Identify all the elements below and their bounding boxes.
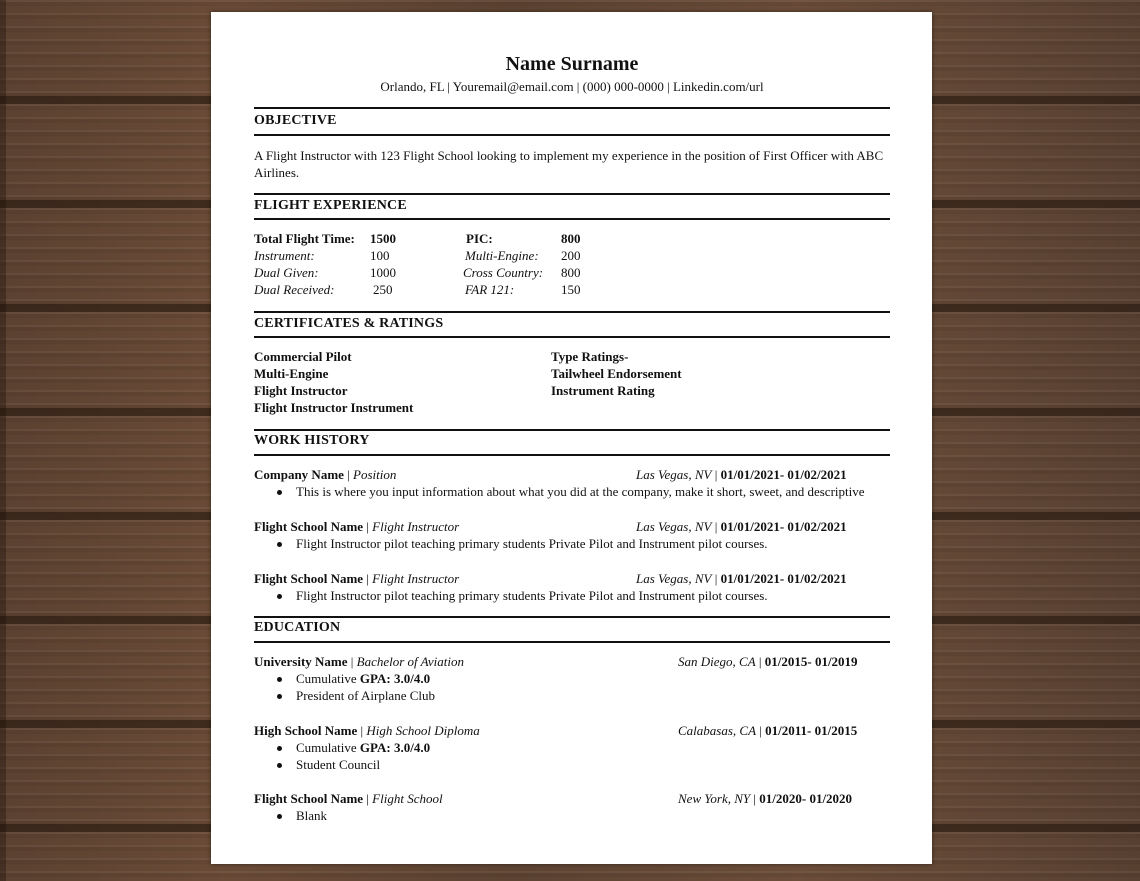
certificate-item: Commercial Pilot: [254, 349, 352, 364]
separator: |: [357, 723, 367, 738]
job-heading: [254, 519, 459, 535]
school-bullet: Student Council: [296, 757, 381, 772]
separator: |: [363, 519, 373, 534]
dual-given-value: 1000: [370, 265, 396, 280]
school-org: Flight School Name: [254, 791, 364, 806]
job-location-dates: [636, 571, 847, 587]
job-location-dates: [636, 519, 847, 535]
school-degree: High School Diploma: [366, 723, 480, 738]
section-rule: [254, 134, 890, 136]
job-location-dates: [636, 467, 847, 483]
school-heading: [254, 723, 480, 739]
section-rule: [254, 218, 890, 220]
school-org: High School Name: [254, 723, 358, 738]
section-rule: [254, 616, 890, 618]
section-rule: [254, 311, 890, 313]
school-dates: 01/2015- 01/2019: [764, 654, 858, 669]
gpa-value: GPA: 3.0/4.0: [359, 740, 431, 755]
gpa-prefix: Cumulative: [296, 740, 360, 755]
section-rule: [254, 336, 890, 338]
section-rule: [254, 193, 890, 195]
job-bullet: Flight Instructor pilot teaching primary students Private Pilot and Instrument pilot courses.: [296, 536, 768, 551]
dual-given-label: Dual Given:: [254, 265, 319, 280]
job-heading: [254, 467, 396, 483]
job-org: Company Name: [254, 467, 344, 482]
education-title: EDUCATION: [254, 620, 341, 635]
school-heading: [254, 791, 443, 807]
certificate-item: Flight Instructor Instrument: [254, 400, 414, 415]
school-place: Calabasas, CA: [678, 723, 757, 738]
job-role: Flight Instructor: [372, 571, 460, 586]
separator: |: [755, 654, 765, 669]
school-heading: [254, 654, 464, 670]
separator: |: [756, 723, 766, 738]
gpa-prefix: Cumulative: [296, 671, 360, 686]
section-rule: [254, 454, 890, 456]
school-degree: Bachelor of Aviation: [356, 654, 464, 669]
job-bullet: Flight Instructor pilot teaching primary students Private Pilot and Instrument pilot courses.: [296, 588, 768, 603]
school-dates: 01/2011- 01/2015: [765, 723, 858, 738]
section-rule: [254, 641, 890, 643]
separator: |: [711, 467, 721, 482]
multi-engine-label: Multi-Engine:: [465, 248, 539, 263]
far-121-value: 150: [561, 282, 581, 297]
school-bullet: President of Airplane Club: [296, 688, 436, 703]
school-bullet: Blank: [296, 808, 328, 823]
gpa-bullet: [296, 740, 430, 756]
school-location-dates: [678, 723, 857, 739]
objective-title: OBJECTIVE: [254, 113, 337, 128]
pic-value: 800: [561, 231, 581, 246]
certificate-item: Flight Instructor: [254, 383, 348, 398]
job-org: Flight School Name: [254, 519, 364, 534]
pic-label: PIC:: [466, 231, 493, 246]
school-dates: 01/2020- 01/2020: [759, 791, 853, 806]
far-121-label: FAR 121:: [465, 282, 515, 297]
job-role: Flight Instructor: [372, 519, 460, 534]
school-org: University Name: [254, 654, 348, 669]
certificates-title: CERTIFICATES & RATINGS: [254, 316, 444, 331]
flight-experience-title: FLIGHT EXPERIENCE: [254, 198, 407, 213]
job-place: Las Vegas, NV: [636, 467, 712, 482]
instrument-label: Instrument:: [254, 248, 315, 263]
separator: |: [750, 791, 760, 806]
job-role: Position: [353, 467, 397, 482]
job-dates: 01/01/2021- 01/02/2021: [720, 571, 847, 586]
resume-name: Name Surname: [505, 53, 639, 75]
rating-item: Instrument Rating: [551, 383, 655, 398]
cross-country-value: 800: [561, 265, 581, 280]
job-bullet: This is where you input information about what you did at the company, make it short, sweet, and descriptive: [296, 484, 865, 499]
contact-line: Orlando, FL | Youremail@email.com | (000) 000-0000 | Linkedin.com/url: [380, 79, 764, 94]
separator: |: [343, 467, 354, 482]
separator: |: [711, 519, 721, 534]
gpa-bullet: [296, 671, 430, 687]
wood-seam: [0, 0, 6, 881]
job-dates: 01/01/2021- 01/02/2021: [720, 467, 847, 482]
rating-item: Type Ratings-: [551, 349, 629, 364]
separator: |: [711, 571, 721, 586]
certificate-item: Multi-Engine: [254, 366, 329, 381]
job-heading: [254, 571, 459, 587]
gpa-value: GPA: 3.0/4.0: [359, 671, 431, 686]
section-rule: [254, 429, 890, 431]
work-history-title: WORK HISTORY: [254, 433, 370, 448]
job-place: Las Vegas, NV: [636, 519, 712, 534]
rating-item: Tailwheel Endorsement: [551, 366, 682, 381]
objective-line-1: A Flight Instructor with 123 Flight School looking to implement my experience in the position of First Officer with ABC: [254, 148, 884, 163]
dual-received-value: 250: [373, 282, 393, 297]
resume-page: [211, 12, 932, 864]
job-dates: 01/01/2021- 01/02/2021: [720, 519, 847, 534]
dual-received-label: Dual Received:: [254, 282, 335, 297]
objective-line-2: Airlines.: [254, 165, 300, 180]
separator: |: [363, 571, 373, 586]
school-degree: Flight School: [372, 791, 443, 806]
total-flight-time-value: 1500: [370, 231, 396, 246]
school-location-dates: [678, 791, 852, 807]
separator: |: [347, 654, 357, 669]
job-org: Flight School Name: [254, 571, 364, 586]
school-place: New York, NY: [678, 791, 751, 806]
job-place: Las Vegas, NV: [636, 571, 712, 586]
section-rule: [254, 107, 890, 109]
separator: |: [363, 791, 373, 806]
school-location-dates: [678, 654, 858, 670]
total-flight-time-label: Total Flight Time:: [254, 231, 355, 246]
cross-country-label: Cross Country:: [463, 265, 544, 280]
school-place: San Diego, CA: [678, 654, 756, 669]
instrument-value: 100: [370, 248, 390, 263]
multi-engine-value: 200: [561, 248, 581, 263]
